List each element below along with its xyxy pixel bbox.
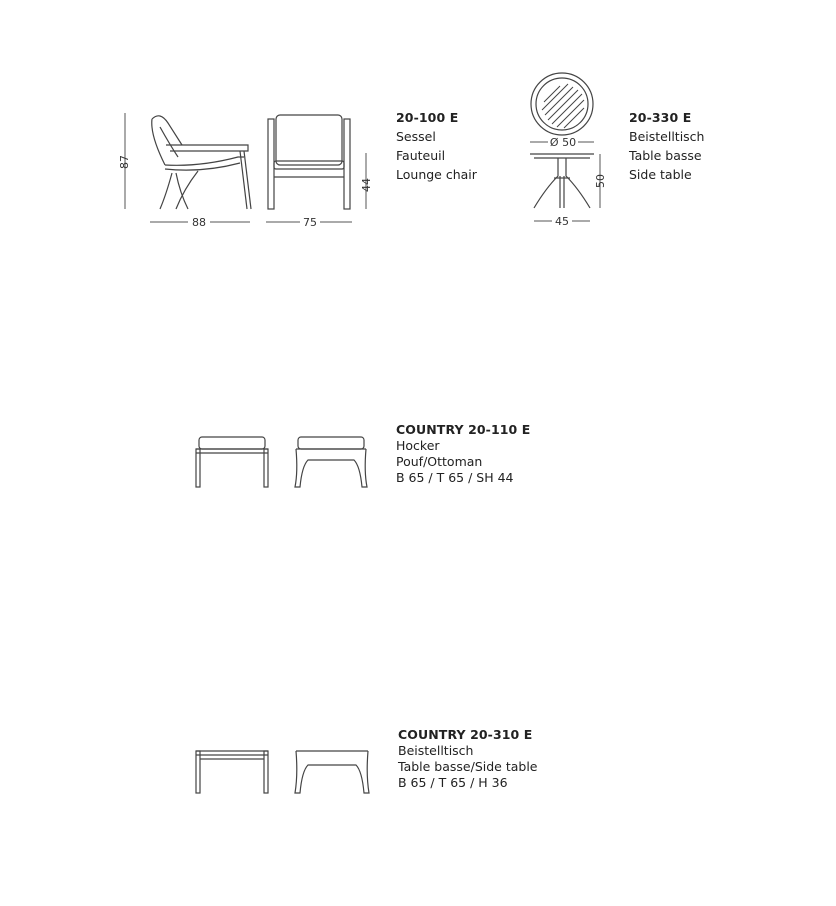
product-name-en: Lounge chair [396,167,477,182]
side-table-drawing [520,68,620,233]
product-name-fr-en: Table basse/Side table [398,759,538,774]
product-name-fr: Fauteuil [396,148,446,163]
ottoman-front-drawing [192,432,272,492]
lounge-chair-front-drawing [262,105,387,230]
country-table-side-drawing [292,745,372,797]
product-code: COUNTRY 20-310 E [398,727,533,742]
table-width-dimension: 45 [555,215,569,228]
chair-height-dimension: 87 [118,155,131,169]
chair-seat-height-dimension: 44 [360,178,373,192]
product-name-de: Sessel [396,129,436,144]
table-diameter-dimension: Ø 50 [549,136,577,149]
ottoman-label [396,422,530,486]
product-name-en: Side table [629,167,692,182]
side-table-label [629,108,704,184]
chair-depth-dimension: 88 [192,216,206,229]
country-table-front-drawing [192,745,272,797]
product-name-de: Hocker [396,438,440,453]
product-code: 20-330 E [629,110,692,125]
product-name-de: Beistelltisch [629,129,705,144]
chair-width-dimension: 75 [303,216,317,229]
product-name-fr: Table basse [629,148,702,163]
table-height-dimension: 50 [594,174,607,188]
product-code: 20-100 E [396,110,459,125]
product-name-de: Beistelltisch [398,743,474,758]
ottoman-side-drawing [292,432,372,492]
lounge-chair-side-drawing [110,105,260,230]
lounge-chair-label [396,108,477,184]
product-code: COUNTRY 20-110 E [396,422,531,437]
product-name-fr-en: Pouf/Ottoman [396,454,483,469]
country-table-label [398,727,537,791]
product-dimensions: B 65 / T 65 / H 36 [398,775,508,790]
product-dimensions: B 65 / T 65 / SH 44 [396,470,514,485]
